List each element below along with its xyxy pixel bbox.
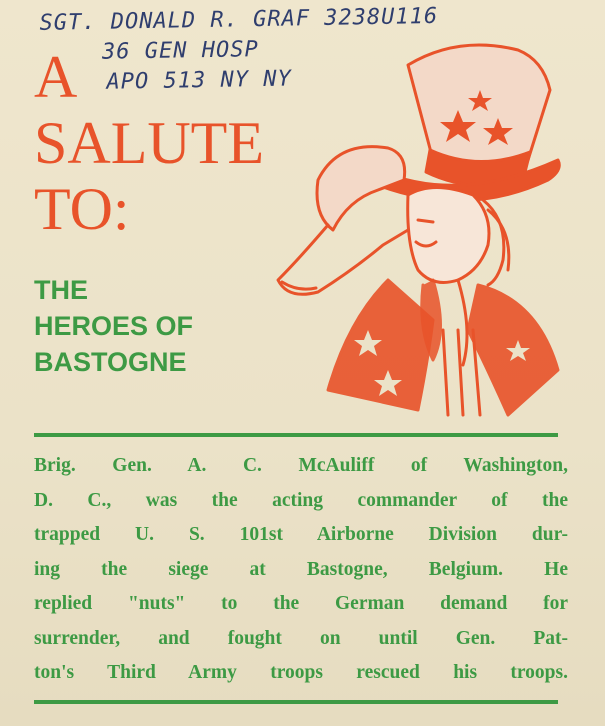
story-line: replied "nuts" to the German demand for xyxy=(34,593,568,614)
story-text xyxy=(34,449,568,691)
face xyxy=(408,188,489,283)
shirt-stripes xyxy=(443,330,480,415)
story-line: D. C., was the acting commander of the xyxy=(34,489,568,511)
handwritten-apo: APO 513 NY NY xyxy=(106,66,292,95)
story-line: Brig. Gen. A. C. McAuliff of Washington, xyxy=(34,455,568,476)
subheading-line-1: THE xyxy=(34,275,88,305)
story-line: surrender, and fought on until Gen. Pat- xyxy=(34,627,568,649)
heading-word-a: A xyxy=(34,44,78,110)
top-divider xyxy=(34,433,558,437)
heading-word-salute: SALUTE xyxy=(34,110,264,176)
heading-word-to: TO: xyxy=(34,176,130,242)
heroes-subheading xyxy=(34,272,193,380)
story-line: ton's Third Army troops rescued his troops. xyxy=(34,662,568,683)
coat xyxy=(328,280,433,410)
salute-heading xyxy=(34,44,264,242)
story-line: ing the siege at Bastogne, Belgium. He xyxy=(34,558,568,580)
subheading-line-3: BASTOGNE xyxy=(34,347,187,377)
uncle-sam-saluting-illustration xyxy=(258,30,578,420)
subheading-line-2: HEROES OF xyxy=(34,311,194,341)
bottom-divider xyxy=(34,700,558,704)
handwritten-unit: 36 GEN HOSP xyxy=(101,37,259,65)
story-line: trapped U. S. 101st Airborne Division dur- xyxy=(34,524,568,545)
handwritten-serial: 3238U116 xyxy=(323,3,439,31)
handwritten-name: SGT. DONALD R. GRAF xyxy=(39,6,311,36)
